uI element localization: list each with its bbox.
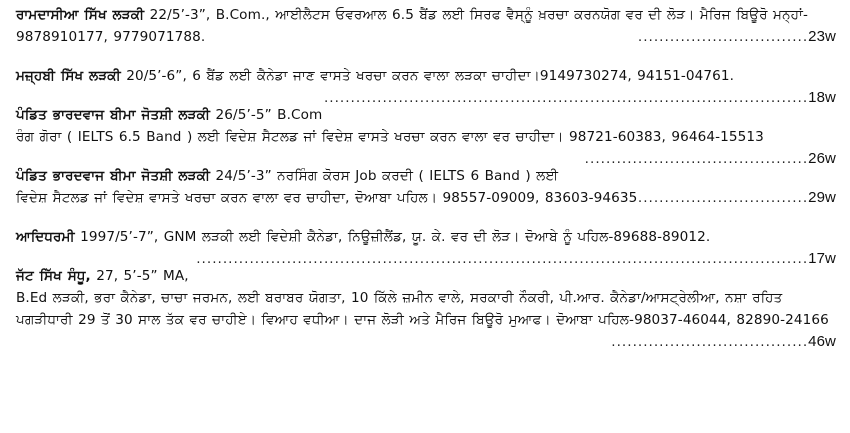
leader-dots: ................................................................................................................... — [196, 251, 809, 267]
ad-heading: ਮਜ਼੍ਹਬੀ ਸਿੱਖ ਲੜਕੀ — [16, 68, 121, 84]
ad-code-line — [638, 26, 836, 48]
ad-code-line — [638, 187, 836, 209]
ad-code: 18w — [808, 89, 836, 106]
leader-dots: ........................................................................................... — [323, 90, 809, 106]
ad-text: 22/5’-3”, B.Com., ਆਈਲੈਟਸ ਓਵਰਆਲ 6.5 ਬੈਂਡ ਲਈ ਸਿਰਫ ਵੈਸ੍ਨੂੰ ਖ਼ਰਚਾ ਕਰਨਯੋਗ ਵਰ ਦੀ ਲੋੜ। ਮੈਰਿਜ ਬਿਊਰੋ ਮਨ੍ਹਾਂ- 9878910177, 9779071788. — [16, 7, 808, 45]
ad-code: 29w — [808, 189, 836, 206]
ad-entry — [16, 165, 836, 209]
ad-entry — [16, 226, 836, 267]
ad-heading: ਪੰਡਿਤ ਭਾਰਦਵਾਜ ਬੀਮਾ ਜੋਤਸ਼ੀ ਲੜਕੀ — [16, 107, 211, 123]
ad-entry — [16, 265, 836, 350]
ad-code-line — [611, 331, 836, 353]
ad-text: 27, 5’-5” MA, B.Ed ਲੜਕੀ, ਭਰਾ ਕੈਨੇਡਾ, ਚਾਚਾ ਜਰਮਨ, ਲਈ ਬਰਾਬਰ ਯੋਗਤਾ, 10 ਕਿੱਲੇ ਜ਼ਮੀਨ ਵਾਲੇ, ਸਰਕਾਰੀ ਨੌਕਰੀ, ਪੀ.ਆਰ. ਕੈਨੇਡਾ/ਆਸਟ੍ਰੇਲੀਆ, ਨਸ਼ਾ ਰਹਿਤ ਪਗੜੀਧਾਰੀ 29 ਤੋਂ 30 ਸਾਲ ਤੱਕ ਵਰ ਚਾਹੀਏ। ਵਿਆਹ ਵਧੀਆ। ਦਾਜ ਲੋੜੀ ਅਤੇ ਮੈਰਿਜ ਬਿਊਰੋ ਮੁਆਫ। ਦੋਆਬਾ ਪਹਿਲ-98037-46044, 82890-24166 — [16, 268, 829, 328]
ad-heading: ਆਦਿਧਰਮੀ — [16, 229, 75, 245]
spacer — [16, 209, 836, 226]
ad-text: 26/5’-5” B.Com ਰੰਗ ਗੋਰਾ ( IELTS 6.5 Band ) ਲਈ ਵਿਦੇਸ਼ ਸੈਟਲਡ ਜਾਂ ਵਿਦੇਸ਼ ਵਾਸਤੇ ਖਰਚਾ ਕਰਨ ਵਾਲਾ ਵਰ ਚਾਹੀਦਾ। 98721-60383, 96464-15513 — [16, 107, 764, 145]
ad-heading: ਜੱਟ ਸਿੱਖ ਸੰਧੂ, — [16, 268, 91, 284]
ad-text: 24/5’-3” ਨਰਸਿੰਗ ਕੋਰਸ Job ਕਰਦੀ ( IELTS 6 Band ) ਲਈ ਵਿਦੇਸ਼ ਸੈਟਲਡ ਜਾਂ ਵਿਦੇਸ਼ ਵਾਸਤੇ ਖਰਚਾ ਕਰਨ ਵਾਲਾ ਵਰ ਚਾਹੀਦਾ, ਦੋਆਬਾ ਪਹਿਲ। 98557-09009, 83603-94635 — [16, 168, 638, 206]
ad-heading: ਰਾਮਦਾਸੀਆ ਸਿੱਖ ਲੜਕੀ — [16, 7, 145, 23]
ad-entry — [16, 4, 836, 48]
ad-entry — [16, 65, 836, 106]
ad-code: 46w — [808, 333, 836, 350]
ad-text: 20/5’-6”, 6 ਬੈਂਡ ਲਈ ਕੈਨੇਡਾ ਜਾਣ ਵਾਸਤੇ ਖਰਚਾ ਕਰਨ ਵਾਲਾ ਲੜਕਾ ਚਾਹੀਦਾ।9149730274, 94151-04761. — [120, 68, 735, 84]
ad-code: 17w — [808, 250, 836, 267]
leader-dots: ................................ — [637, 29, 809, 45]
leader-dots: ..................................... — [611, 334, 809, 350]
spacer — [16, 48, 836, 65]
leader-dots: .......................................... — [584, 151, 809, 167]
ad-code: 23w — [808, 28, 836, 45]
ad-text: 1997/5’-7”, GNM ਲੜਕੀ ਲਈ ਵਿਦੇਸ਼ੀ ਕੈਨੇਡਾ, ਨਿਊਜ਼ੀਲੈਂਡ, ਯੂ. ਕੇ. ਵਰ ਦੀ ਲੋੜ। ਦੋਆਬੇ ਨੂੰ ਪਹਿਲ-89688-89012. — [74, 229, 711, 245]
ad-code: 26w — [808, 150, 836, 167]
ad-heading: ਪੰਡਿਤ ਭਾਰਦਵਾਜ ਬੀਮਾ ਜੋਤਸ਼ੀ ਲੜਕੀ — [16, 168, 211, 184]
ad-entry — [16, 104, 836, 167]
leader-dots: ................................ — [637, 190, 809, 206]
